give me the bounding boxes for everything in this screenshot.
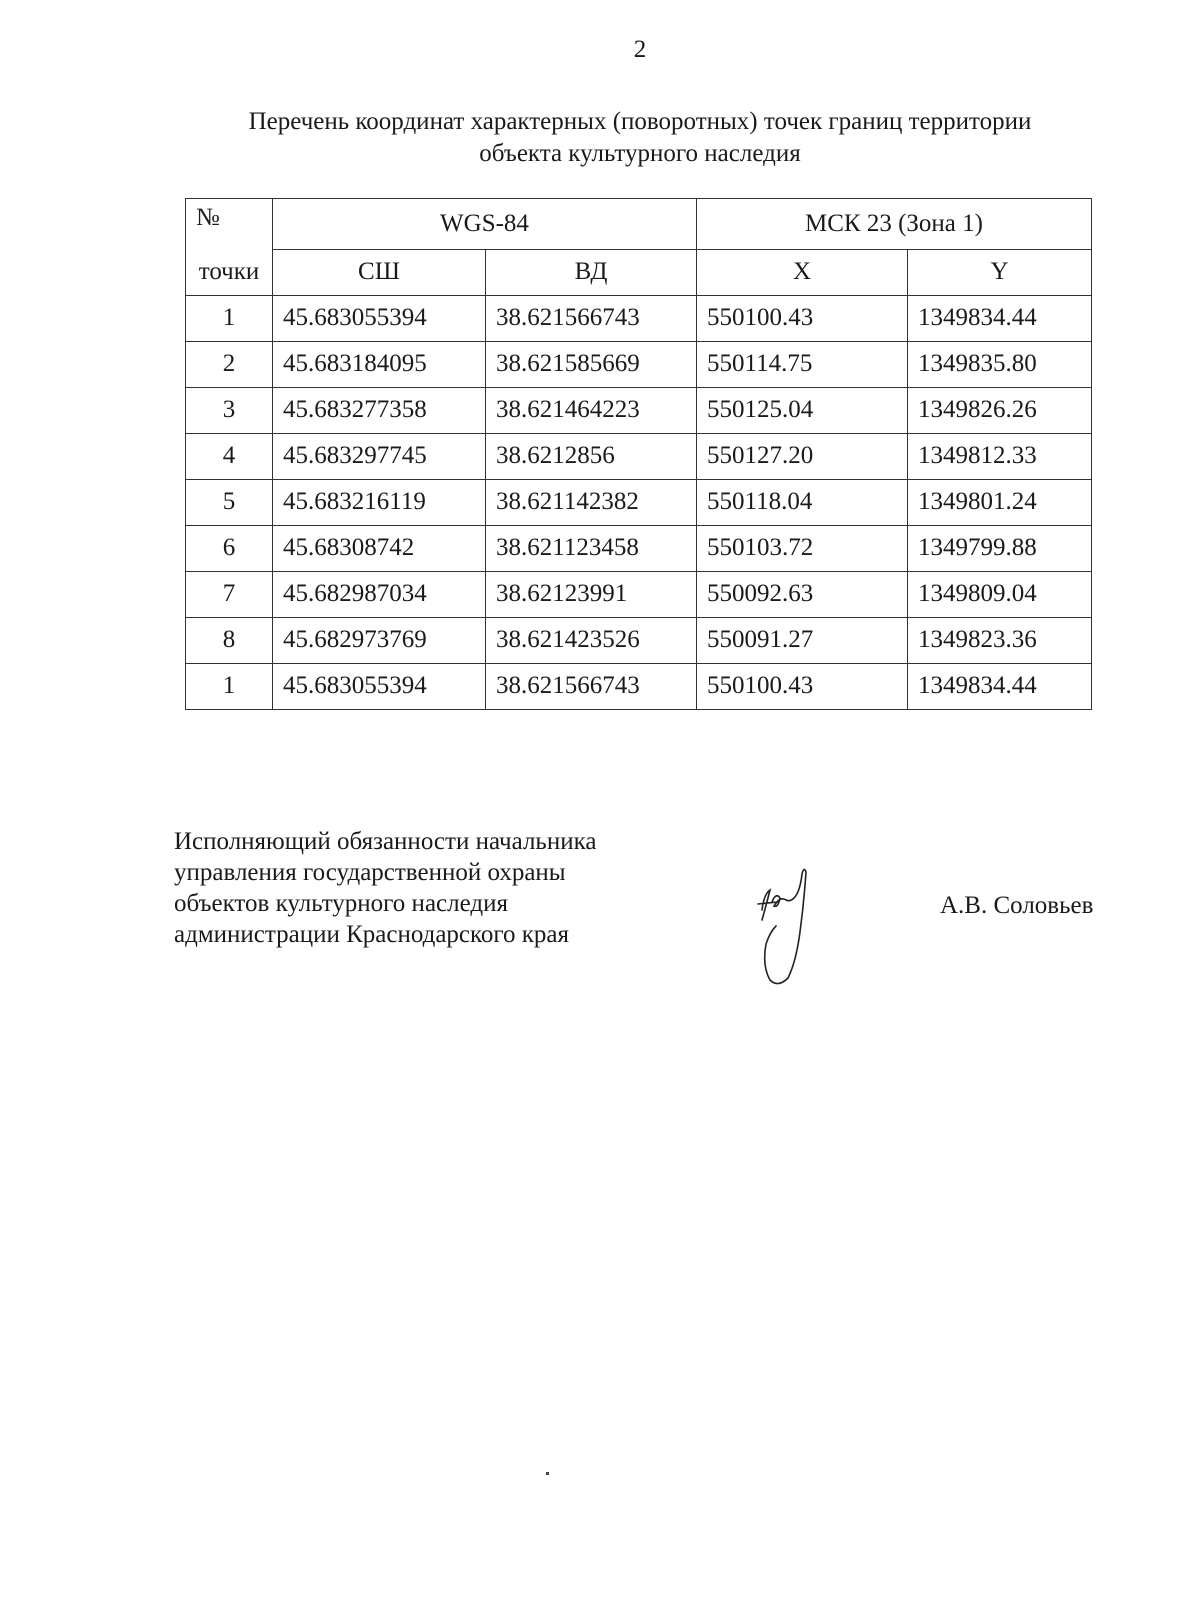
y-cell: 1349799.88 [908, 525, 1092, 571]
latitude-cell: 45.683055394 [273, 663, 486, 709]
latitude-cell: 45.683216119 [273, 479, 486, 525]
longitude-cell: 38.621566743 [486, 295, 697, 341]
x-cell: 550125.04 [697, 387, 908, 433]
position-line: управления государственной охраны [174, 859, 566, 886]
signatory-position [174, 826, 596, 950]
table-subheader-row [186, 249, 1092, 295]
header-x: X [697, 249, 908, 295]
x-cell: 550118.04 [697, 479, 908, 525]
y-cell: 1349823.36 [908, 617, 1092, 663]
scan-dot [546, 1472, 549, 1475]
signatory-name: А.В. Соловьев [940, 892, 1094, 919]
position-line: Исполняющий обязанности начальника [174, 828, 597, 855]
x-cell: 550091.27 [697, 617, 908, 663]
latitude-cell: 45.683297745 [273, 433, 486, 479]
x-cell: 550100.43 [697, 663, 908, 709]
position-line: администрации Краснодарского края [174, 921, 570, 948]
coordinates-table [185, 198, 1092, 710]
y-cell: 1349801.24 [908, 479, 1092, 525]
longitude-cell: 38.6212856 [486, 433, 697, 479]
longitude-cell: 38.621423526 [486, 617, 697, 663]
latitude-cell: 45.683184095 [273, 341, 486, 387]
x-cell: 550100.43 [697, 295, 908, 341]
x-cell: 550103.72 [697, 525, 908, 571]
point-number-cell: 7 [186, 571, 273, 617]
point-number-cell: 1 [186, 295, 273, 341]
table-row [186, 525, 1092, 571]
latitude-cell: 45.682973769 [273, 617, 486, 663]
longitude-cell: 38.621123458 [486, 525, 697, 571]
page-number: 2 [633, 36, 647, 63]
header-wgs84: WGS-84 [273, 199, 697, 250]
longitude-cell: 38.621585669 [486, 341, 697, 387]
table-row [186, 663, 1092, 709]
header-latitude: СШ [273, 249, 486, 295]
x-cell: 550092.63 [697, 571, 908, 617]
table-row [186, 433, 1092, 479]
y-cell: 1349834.44 [908, 663, 1092, 709]
longitude-cell: 38.62123991 [486, 571, 697, 617]
table-row [186, 617, 1092, 663]
title-line-1: Перечень координат характерных (поворотных) точек границ территории [248, 108, 1032, 135]
table-row [186, 479, 1092, 525]
latitude-cell: 45.682987034 [273, 571, 486, 617]
x-cell: 550114.75 [697, 341, 908, 387]
longitude-cell: 38.621464223 [486, 387, 697, 433]
y-cell: 1349812.33 [908, 433, 1092, 479]
position-line: объектов культурного наследия [174, 890, 508, 917]
point-number-cell: 8 [186, 617, 273, 663]
y-cell: 1349809.04 [908, 571, 1092, 617]
x-cell: 550127.20 [697, 433, 908, 479]
header-number-bottom: точки [186, 249, 273, 295]
header-msk23: МСК 23 (Зона 1) [697, 199, 1092, 250]
longitude-cell: 38.621566743 [486, 663, 697, 709]
table-header-row [186, 199, 1092, 250]
handwritten-signature [750, 862, 820, 992]
y-cell: 1349826.26 [908, 387, 1092, 433]
point-number-cell: 1 [186, 663, 273, 709]
latitude-cell: 45.683055394 [273, 295, 486, 341]
y-cell: 1349835.80 [908, 341, 1092, 387]
table-row [186, 387, 1092, 433]
document-title [180, 106, 1100, 170]
table-row [186, 571, 1092, 617]
title-line-2: объекта культурного наследия [479, 140, 801, 167]
table-row [186, 295, 1092, 341]
point-number-cell: 2 [186, 341, 273, 387]
header-y: Y [908, 249, 1092, 295]
point-number-cell: 5 [186, 479, 273, 525]
table-row [186, 341, 1092, 387]
header-number-top: № [186, 199, 273, 250]
point-number-cell: 3 [186, 387, 273, 433]
latitude-cell: 45.68308742 [273, 525, 486, 571]
header-longitude: ВД [486, 249, 697, 295]
point-number-cell: 6 [186, 525, 273, 571]
longitude-cell: 38.621142382 [486, 479, 697, 525]
y-cell: 1349834.44 [908, 295, 1092, 341]
point-number-cell: 4 [186, 433, 273, 479]
latitude-cell: 45.683277358 [273, 387, 486, 433]
